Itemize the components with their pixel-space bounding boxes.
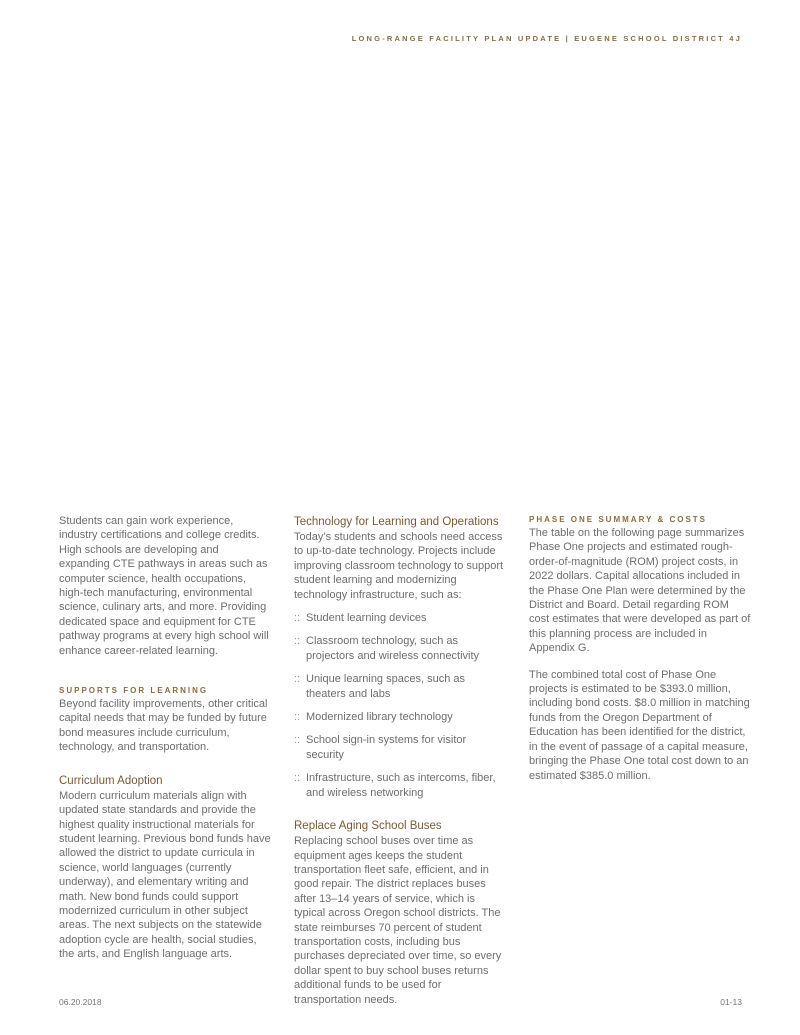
buses-paragraph: Replacing school buses over time as equipment ages keeps the student transportation fleet safe, efficient, and in good repair. The district replaces buses after 13–14 years of service, which is typical across Oregon school districts. The state reimburses 70 percent of student transportation costs, including bus purchases depreciated over time, so every dollar spent to buy school buses returns additional funds to be used for transportation needs. bbox=[294, 835, 502, 1006]
supports-paragraph: Beyond facility improvements, other critical capital needs that may be funded by future bond measures include curriculum, technology, and transportation. bbox=[59, 698, 268, 754]
list-item-text: Infrastructure, such as intercoms, fiber, and wireless networking bbox=[306, 772, 496, 799]
supports-heading: SUPPORTS FOR LEARNING bbox=[59, 686, 209, 696]
list-item bbox=[294, 672, 507, 701]
list-item bbox=[294, 710, 507, 724]
list-item-text: Student learning devices bbox=[306, 612, 427, 625]
column-right bbox=[529, 514, 751, 783]
bullet-mark: :: bbox=[294, 772, 301, 785]
summary-heading: PHASE ONE SUMMARY & COSTS bbox=[529, 515, 708, 524]
bullet-mark: :: bbox=[294, 711, 301, 724]
bullet-mark: :: bbox=[294, 734, 301, 747]
running-header: LONG-RANGE FACILITY PLAN UPDATE | EUGENE SCHOOL DISTRICT 4J bbox=[351, 34, 742, 43]
bullet-mark: :: bbox=[294, 673, 301, 686]
summary-paragraph: The table on the following page summarizes Phase One projects and estimated rough-order-of-magnitude (ROM) project costs, in 2022 dollars. Capital allocations included in the Phase One Plan were determined by the District and Board. Detail regarding ROM cost estimates that were developed as part of this planning process are included in Appendix G. bbox=[529, 527, 751, 655]
bullet-mark: :: bbox=[294, 612, 301, 625]
list-item bbox=[294, 634, 507, 663]
technology-list bbox=[294, 611, 507, 800]
cte-paragraph: Students can gain work experience, industry certifications and college credits. High schools are developing and expanding CTE pathways in areas such as computer science, health occupations, high-tech manufacturing, environmental science, culinary arts, and more. Providing dedicated space and equipment for CTE pathway programs at every high school will enhance career-related learning. bbox=[59, 515, 269, 657]
bullet-mark: :: bbox=[294, 635, 301, 648]
technology-heading: Technology for Learning and Operations bbox=[294, 516, 499, 528]
list-item bbox=[294, 611, 507, 625]
list-item-text: Modernized library technology bbox=[306, 711, 453, 724]
list-item bbox=[294, 733, 507, 762]
column-left bbox=[59, 514, 272, 962]
curriculum-heading: Curriculum Adoption bbox=[59, 774, 163, 787]
list-item-text: School sign-in systems for visitor security bbox=[306, 734, 467, 761]
curriculum-paragraph: Modern curriculum materials align with updated state standards and provide the highest quality instructional materials for student learning. Previous bond funds have allowed the district to update curricula in science, world languages (currently underway), and elementary writing and math. New bond funds could support modernized curriculum in other subject areas. The next subjects on the statewide adoption cycle are health, social studies, the arts, and English language arts. bbox=[59, 789, 271, 961]
list-item-text: Classroom technology, such as projectors and wireless connectivity bbox=[306, 635, 480, 662]
technology-paragraph: Today’s students and schools need access to up-to-date technology. Projects include improving classroom technology to support student learning and modernizing technology infrastructure, such as: bbox=[294, 531, 504, 601]
list-item bbox=[294, 771, 507, 800]
list-item-text: Unique learning spaces, such as theaters and labs bbox=[306, 673, 465, 700]
column-middle bbox=[294, 514, 507, 1007]
buses-heading: Replace Aging School Buses bbox=[294, 820, 442, 833]
combined-cost-paragraph: The combined total cost of Phase One projects is estimated to be $393.0 million, including bond costs. $8.0 million in matching funds from the Oregon Department of Education has been identified for the district, in the event of passage of a capital measure, bringing the Phase One total cost down to an estimated $385.0 million. bbox=[529, 668, 750, 782]
page-number: 01-13 bbox=[720, 997, 742, 1007]
footer-date: 06.20.2018 bbox=[59, 997, 102, 1007]
